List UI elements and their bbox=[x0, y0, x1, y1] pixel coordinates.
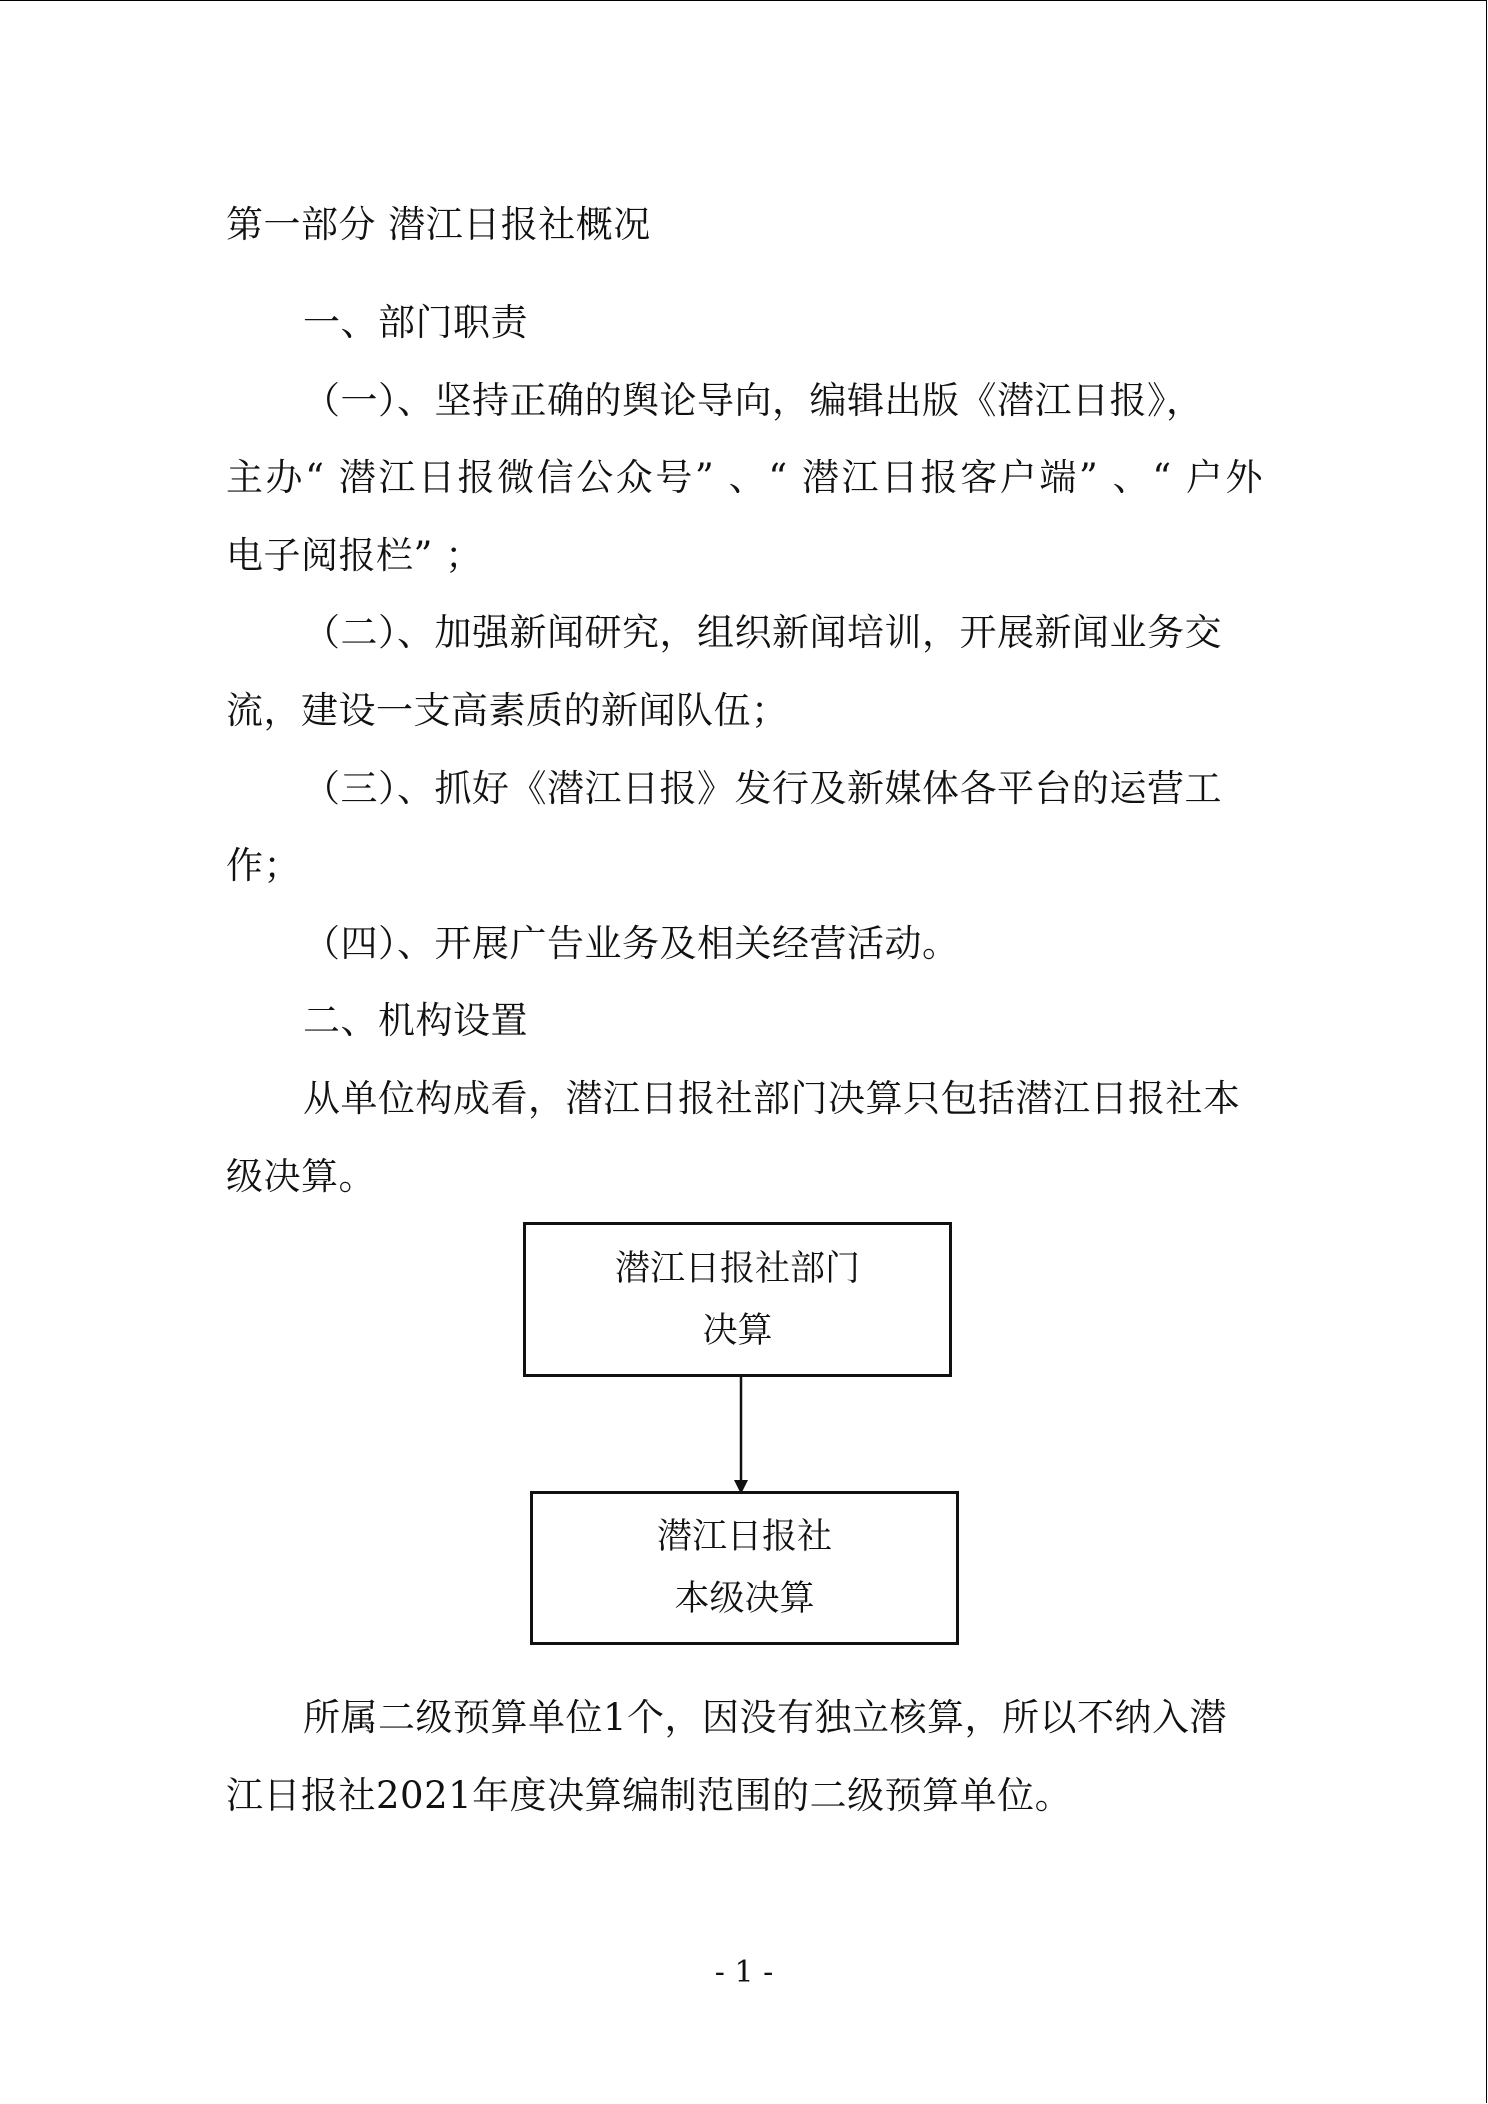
duty-item-3-line-1: （三）、抓好《潜江日报》发行及新媒体各平台的运营工 bbox=[303, 767, 1222, 810]
org-chart-bottom-box-line-2: 本级决算 bbox=[674, 1579, 815, 1619]
secondary-unit-paragraph-line-2: 江日报社2021年度决算编制范围的二级预算单位。 bbox=[226, 1774, 1073, 1817]
heading-organization: 二、机构设置 bbox=[303, 999, 528, 1042]
secondary-unit-paragraph-line-1: 所属二级预算单位1个，因没有独立核算，所以不纳入潜 bbox=[303, 1696, 1228, 1739]
duty-item-1-line-2: 主办“ 潜江日报微信公众号” 、“ 潜江日报客户端” 、“ 户外 bbox=[226, 456, 1263, 499]
structure-paragraph-line-1: 从单位构成看，潜江日报社部门决算只包括潜江日报社本 bbox=[303, 1077, 1241, 1120]
org-chart-top-box-line-2: 决算 bbox=[702, 1310, 773, 1351]
heading-department-duties: 一、部门职责 bbox=[303, 301, 528, 344]
page-number: - 1 - bbox=[714, 1955, 774, 1990]
duty-item-2-line-2: 流，建设一支高素质的新闻队伍； bbox=[226, 689, 789, 732]
org-chart-top-box-line-1: 潜江日报社部门 bbox=[614, 1248, 860, 1289]
duty-item-3-line-2: 作； bbox=[226, 844, 301, 887]
org-chart-bottom-box-line-1: 潜江日报社 bbox=[656, 1517, 832, 1557]
org-chart-bottom-box bbox=[530, 1491, 959, 1645]
section-title: 第一部分 潜江日报社概况 bbox=[226, 203, 651, 246]
structure-paragraph-line-2: 级决算。 bbox=[226, 1155, 376, 1198]
duty-item-1-line-3: 电子阅报栏” ； bbox=[226, 534, 483, 577]
duty-item-1-line-1: （一）、坚持正确的舆论导向，编辑出版《潜江日报》， bbox=[303, 379, 1204, 422]
duty-item-2-line-1: （二）、加强新闻研究，组织新闻培训，开展新闻业务交 bbox=[303, 611, 1222, 654]
duty-item-4: （四）、开展广告业务及相关经营活动。 bbox=[303, 922, 960, 965]
